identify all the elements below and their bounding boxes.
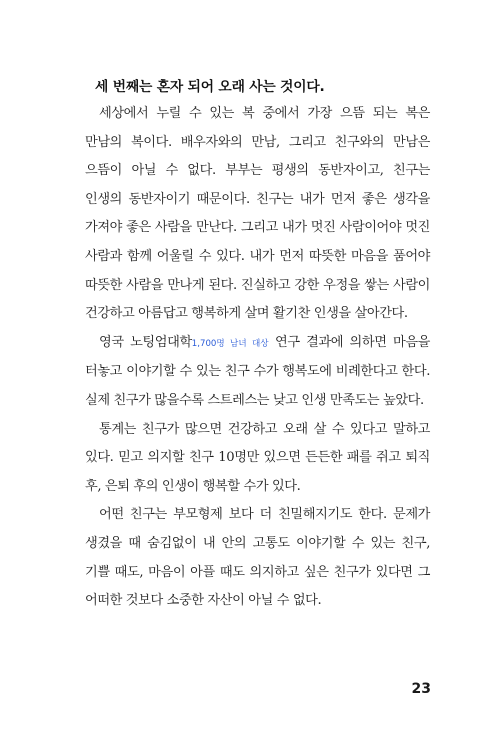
paragraph-2-rest: 연구 결과에 의하면 마음을 터놓고 이야기할 수 있는 친구 수가 행복도에 비례한다고 한다. 실제 친구가 많을수록 스트레스는 낮고 인생 만족도는 높았다. (85, 334, 431, 408)
section-heading: 세 번째는 혼자 되어 오래 사는 것이다. (95, 79, 325, 95)
page-body (85, 74, 430, 616)
paragraph-1: 세상에서 누릴 수 있는 복 중에서 가장 으뜸 되는 복은 만남의 복이다. 배우자와의 만남, 그리고 친구와의 만남은 으뜸이 아닐 수 없다. 부부는 평생의 동반자이고, 친구는 인생의 동반자이기 때문이다. 친구는 내가 먼저 좋은 생각을 가져야 좋은 사람을 만난다. 그리고 내가 멋진 사람이어야 멋진 사람과 함께 어울릴 수 있다. 내가 먼저 따뜻한 마음을 품어야 따뜻한 사람을 만나게 된다. 진실하고 강한 우정을 쌓는 사람이 건강하고 아름답고 행복하게 살며 활기찬 인생을 살아간다. (85, 106, 430, 322)
paragraph-2-lead: 영국 노팅엄대학 (99, 334, 192, 350)
paragraph-3: 통계는 친구가 많으면 건강하고 오래 살 수 있다고 말하고 있다. 믿고 의지할 친구 10명만 있으면 든든한 패를 쥐고 퇴직 후, 은퇴 후의 인생이 행복할 수가 있다. (85, 421, 430, 494)
page-number: 23 (411, 681, 431, 697)
study-note: 1,700명 남녀 대상 (191, 338, 269, 349)
paragraph-4: 어떤 친구는 부모형제 보다 더 친밀해지기도 한다. 문제가 생겼을 때 숨김없이 내 안의 고통도 이야기할 수 있는 친구, 기쁠 때도, 마음이 아플 때도 의지하고 싶은 친구가 있다면 그 어떠한 것보다 소중한 자산이 아닐 수 없다. (85, 507, 430, 609)
paragraph-2 (85, 329, 430, 416)
